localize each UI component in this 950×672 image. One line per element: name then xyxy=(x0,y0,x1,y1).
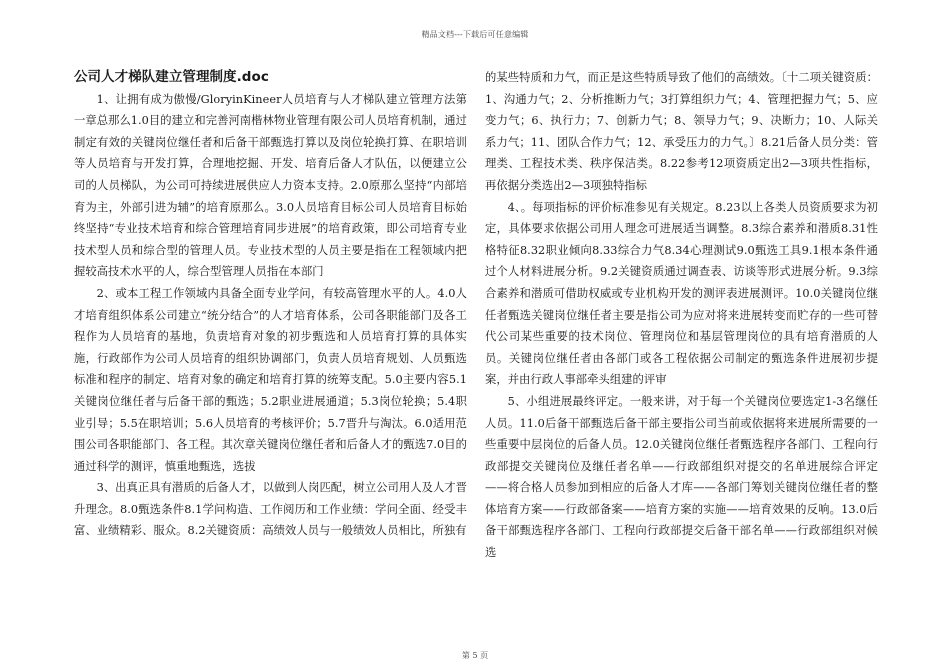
paragraph-3-continuation: 的某些特质和力气，而正是这些特质导致了他们的高绩效。〔十二项关键资质：1、沟通力气；2、分析推断力气；3打算组织力气；4、管理把握力气；5、应变力气；6、执行力；7、创新力气；8、领导力气；9、决断力；10、人际关系力气；11、团队合作力气；12、承受压力的力气。〕8.21后备人员分类：管理类、工程技术类、秩序保洁类。8.22参考12项资质定出2—3项共性指标，再依据分类选出2—3项独特指标 xyxy=(485,71,878,192)
right-column xyxy=(485,67,878,564)
page-number: 第 5 页 xyxy=(461,651,489,660)
page-header: 精品文档---下载后可任意编辑 xyxy=(421,30,529,39)
paragraph-2: 2、或本工程工作领域内具备全面专业学问，有较高管理水平的人。4.0人才培育组织体系公司建立“统分结合”的人才培育体系，公司各职能部门及各工程作为人员培育的基地，负责培育对象的初步甄选和人员培育打算的具体实施，行政部作为公司人员培育的组织协调部门，负责人员培育规划、人员甄选标准和程序的制定、培育对象的确定和培育打算的统筹支配。5.0主要内容5.1关键岗位继任者与后备干部的甄选；5.2职业进展通道；5.3岗位轮换；5.4职业引导；5.5在职培训；5.6人员培育的考核评价；5.7晋升与淘汰。6.0适用范围公司各职能部门、各工程。其次章关键岗位继任者和后备人才的甄选7.0目的通过科学的测评，慎重地甄选，选拔 xyxy=(74,286,467,473)
paragraph-1: 1、让拥有成为傲慢/GloryinKineer人员培育与人才梯队建立管理方法第一章总那么1.0目的建立和完善河南楷林物业管理有限公司人员培育机制，通过制定有效的关键岗位继任者和后备干部甄选打算以及岗位轮换打算、在职培训等人员培育与开发打算，合理地挖掘、开发、培育后备人才队伍，以便建立公司的人员梯队，为公司可持续进展供应人力资本支持。2.0原那么坚持“内部培育为主，外部引进为辅”的培育原那么。3.0人员培育目标公司人员培育目标始终坚持“专业技术培育和综合管理培育同步进展”的培育政策，即公司培育专业技术型人员和综合型的管理人员。专业技术型的人员主要是指在工程领域内把握较高技术水平的人，综合型管理人员指在本部门 xyxy=(74,92,467,279)
paragraph-3: 3、出真正具有潜质的后备人才，以做到人岗匹配，树立公司用人及人才晋升理念。8.0甄选条件8.1学问构造、工作阅历和工作业绩：学问全面、经受丰富、业绩精彩、服众。8.2关键资质：高绩效人员与一般绩效人员相比，所独有 xyxy=(74,481,467,538)
paragraph-4: 4、。每项指标的评价标准参见有关规定。8.23以上各类人员资质要求为初定，具体要求依据公司用人理念可进展适当调整。8.3综合素养和潜质8.31性格特征8.32职业倾向8.33综合力气8.34心理测试9.0甄选工具9.1根本条件通过个人材料进展分析。9.2关键资质通过调查表、访谈等形式进展分析。9.3综合素养和潜质可借助权威或专业机构开发的测评表进展测评。10.0关键岗位继任者甄选关键岗位继任者主要是指公司为应对将来进展转变而贮存的一些可替代公司某些重要的技术岗位、管理岗位和基层管理岗位的具有培育潜质的人员。关键岗位继任者由各部门或各工程依据公司制定的甄选条件进展初步提案，并由行政人事部牵头组建的评审 xyxy=(485,200,878,387)
document-title: 公司人才梯队建立管理制度.doc xyxy=(74,69,269,85)
left-column xyxy=(74,67,467,542)
paragraph-5: 5、小组进展最终评定。一般来讲，对于每一个关键岗位要选定1-3名继任人员。11.0后备干部甄选后备干部主要指公司当前或依据将来进展所需要的一些重要中层岗位的后备人员。12.0关键岗位继任者甄选程序各部门、工程向行政部提交关键岗位及继任者名单——行政部组织对提交的名单进展综合评定——将合格人员参加到相应的后备人才库——各部门筹划关键岗位继任者的整体培育方案——行政部备案——培育方案的实施——培育效果的反响。13.0后备干部甄选程序各部门、工程向行政部提交后备干部名单——行政部组织对候选 xyxy=(485,394,878,560)
